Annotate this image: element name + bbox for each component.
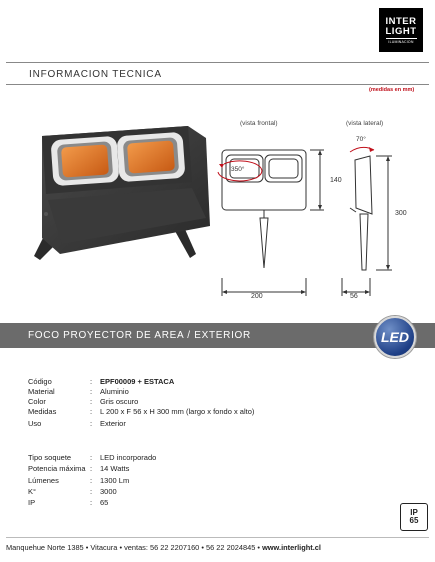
logo-line-2: LIGHT <box>385 25 417 37</box>
section-title: INFORMACION TECNICA <box>29 69 162 80</box>
spec-value: Exterior <box>100 419 126 428</box>
spec-separator: : <box>90 377 93 386</box>
spec-value: 3000 <box>100 487 117 496</box>
ip-badge-number: 65 <box>409 516 419 525</box>
spec-label: IP <box>28 498 36 507</box>
ip-rating-badge <box>400 503 428 531</box>
dim-depth: 56 <box>350 293 358 300</box>
spec-label: K° <box>28 487 37 496</box>
footer-address: Manquehue Norte 1385 <box>6 543 84 552</box>
footer-contact <box>6 543 321 552</box>
footer-bullet: • <box>257 543 260 552</box>
ip-badge-label: IP <box>410 508 418 517</box>
spec-row-potencia <box>28 463 418 474</box>
spec-label: Uso <box>28 419 42 428</box>
footer-city: Vitacura <box>90 543 118 552</box>
spec-separator: : <box>90 387 93 396</box>
spec-separator: : <box>90 487 93 496</box>
led-badge-text: LED <box>381 329 409 345</box>
dim-total-height: 300 <box>395 210 407 217</box>
dim-width: 200 <box>251 293 263 300</box>
logo-line-3: ILUMINACION <box>388 39 414 44</box>
spec-separator: : <box>90 397 93 406</box>
spec-separator: : <box>90 407 93 416</box>
side-view-label: (vista lateral) <box>346 120 384 127</box>
spec-value: LED incorporado <box>100 453 157 462</box>
footer-bullet: • <box>85 543 89 552</box>
spec-row-soquete <box>28 452 418 463</box>
footer-sales-phone: ventas: 56 22 2207160 <box>124 543 200 552</box>
spec-value: 65 <box>100 498 109 507</box>
spec-row-kelvin <box>28 486 418 497</box>
footer-phone-2: 56 22 2024845 <box>206 543 256 552</box>
spec-value: L 200 x F 56 x H 300 mm (largo x fondo x alto) <box>100 407 255 416</box>
footer-bullet: • <box>201 543 204 552</box>
rotation-label: 350° <box>231 166 245 173</box>
spec-value: 1300 Lm <box>100 476 130 485</box>
technical-drawing <box>210 128 430 308</box>
units-note: (medidas en mm) <box>369 87 415 93</box>
footer-bullet: • <box>119 543 123 552</box>
spec-separator: : <box>90 419 93 428</box>
tilt-label: 70° <box>356 136 366 143</box>
footer-rule <box>6 537 429 538</box>
product-photo <box>20 118 220 268</box>
spec-value: Aluminio <box>100 387 129 396</box>
header-top-rule <box>6 62 429 63</box>
dim-body-height: 140 <box>330 177 342 184</box>
spec-label: Potencia máxima <box>28 464 86 473</box>
led-badge <box>374 316 416 358</box>
spec-separator: : <box>90 498 93 507</box>
spec-value: 14 Watts <box>100 464 130 473</box>
spec-row-medidas <box>28 406 418 417</box>
spec-label: Código <box>28 377 52 386</box>
spec-label: Medidas <box>28 407 57 416</box>
spec-separator: : <box>90 453 93 462</box>
product-title: FOCO PROYECTOR DE AREA / EXTERIOR <box>28 330 251 341</box>
header-bottom-rule <box>6 84 429 85</box>
spec-label: Color <box>28 397 46 406</box>
spec-row-lumenes <box>28 475 418 486</box>
footer-website-link[interactable]: www.interlight.cl <box>262 543 321 552</box>
spec-separator: : <box>90 476 93 485</box>
spec-row-ip <box>28 497 418 508</box>
spec-label: Lúmenes <box>28 476 59 485</box>
spec-label: Tipo soquete <box>28 453 72 462</box>
spec-separator: : <box>90 464 93 473</box>
logo-line-1: INTER <box>385 15 417 27</box>
spec-label: Material <box>28 387 55 396</box>
spec-value: Gris oscuro <box>100 397 139 406</box>
brand-logo <box>379 8 423 52</box>
spec-value-code: EPF00009 + ESTACA <box>100 377 175 386</box>
spec-row-uso <box>28 418 418 429</box>
front-view-label: (vista frontal) <box>240 120 278 127</box>
